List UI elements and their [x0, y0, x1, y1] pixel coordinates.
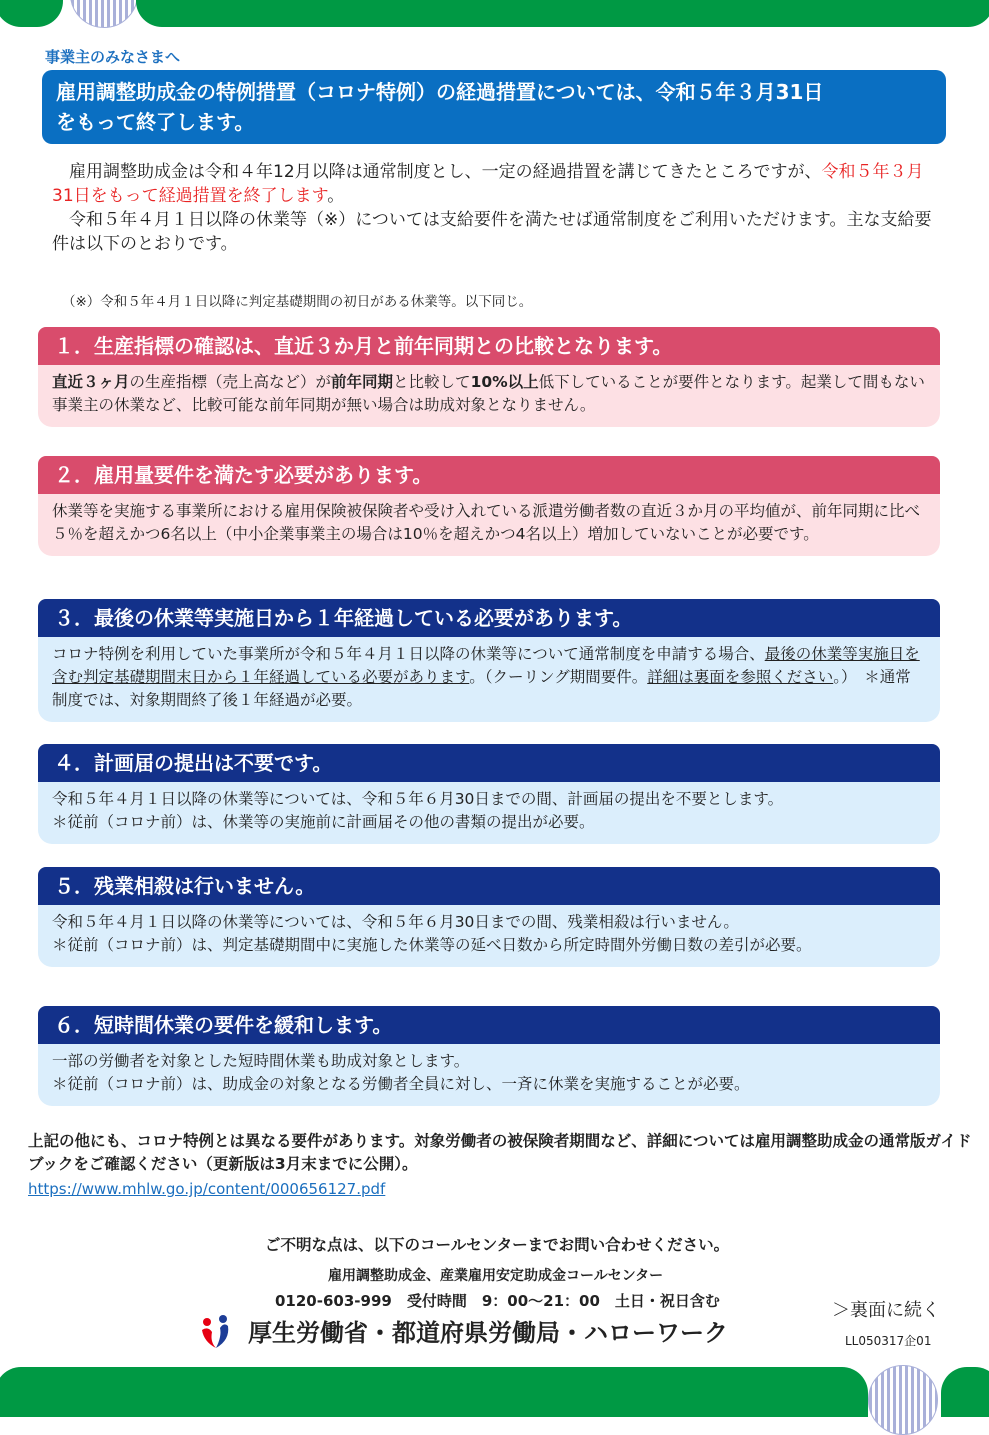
mhlw-logo-icon: [196, 1312, 236, 1352]
top-banner: [136, 0, 989, 27]
headline-line-2: をもって終了します。: [56, 110, 255, 134]
text: 令和５年４月１日以降の休業等については、令和５年６月30日までの間、計画届の提出を不要とします。: [52, 790, 784, 808]
bottom-banner: [0, 1367, 868, 1417]
section-6: [38, 1006, 940, 1106]
text: 。（クーリング期間要件。: [469, 668, 648, 686]
underlined-text: 最後の休業等実施日を含む判定基礎期間末日から１年経過している必要があります: [52, 645, 920, 686]
top-left-tab: [0, 0, 63, 27]
guidebook-link[interactable]: https://www.mhlw.go.jp/content/000656127.pdf: [28, 1180, 386, 1198]
bold-text: 10%以上: [470, 373, 539, 391]
text: ＊従前（コロナ前）は、助成金の対象となる労働者全員に対し、一斉に休業を実施することが必要。: [52, 1075, 750, 1093]
section-4-heading: ４．計画届の提出は不要です。: [38, 744, 940, 782]
text: 低下していることが要件となります。起業して間もない事業主の休業など、比較可能な前年同期が無い場合は助成対象となりません。: [52, 373, 925, 414]
section-2: [38, 456, 940, 556]
end-date-highlight: 令和５年３月31日をもって経過措置を終了します: [52, 162, 924, 206]
text: コロナ特例を利用していた事業所が令和５年４月１日以降の休業等について通常制度を申請する場合、: [52, 645, 765, 663]
bold-text: 直近３ヶ月: [52, 373, 130, 391]
section-2-heading: ２．雇用量要件を満たす必要があります。: [38, 456, 940, 494]
phone-hours: 0120-603-999 受付時間 9：00～21：00 土日・祝日含む: [275, 1292, 720, 1310]
text: と比較して: [393, 373, 471, 391]
document-code: LL050317企01: [845, 1334, 932, 1348]
intro-p1: 雇用調整助成金は令和４年12月以降は通常制度とし、一定の経過措置を講じてきたところですが、: [69, 162, 822, 182]
text: ＊従前（コロナ前）は、判定基礎期間中に実施した休業等の延べ日数から所定時間外労働日数の差引が必要。: [52, 936, 812, 954]
continue-on-back: ＞裏面に続く: [832, 1300, 940, 1321]
bold-text: 前年同期: [331, 373, 394, 391]
inquiry-text: ご不明な点は、以下のコールセンターまでお問い合わせください。: [265, 1236, 730, 1254]
section-6-body: [38, 1044, 940, 1106]
headline-line-1: 雇用調整助成金の特例措置（コロナ特例）の経過措置については、令和５年３月31日: [56, 80, 824, 104]
section-5: [38, 867, 940, 967]
intro-p2: 令和５年４月１日以降の休業等（※）については支給要件を満たせば通常制度をご利用いただけます。主な支給要件は以下のとおりです。: [52, 210, 932, 254]
intro-p1-end: 。: [327, 186, 345, 206]
section-5-heading: ５．残業相殺は行いません。: [38, 867, 940, 905]
text: 。） ＊通常制度では、対象期間終了後１年経過が必要。: [52, 668, 911, 709]
closing-text: 上記の他にも、コロナ特例とは異なる要件があります。対象労働者の被保険者期間など、詳細については雇用調整助成金の通常版ガイドブックをご確認ください（更新版は3月末までに公開）。: [28, 1132, 972, 1173]
section-4: [38, 744, 940, 844]
ministry-name: 厚生労働省・都道府県労働局・ハローワーク: [248, 1319, 728, 1347]
section-5-body: [38, 905, 940, 967]
footnote: （※）令和５年４月１日以降に判定基礎期間の初日がある休業等。以下同じ。: [62, 294, 533, 310]
section-1-body: [38, 365, 940, 427]
text: 令和５年４月１日以降の休業等については、令和５年６月30日までの間、残業相殺は行いません。: [52, 913, 739, 931]
greeting: 事業主のみなさまへ: [45, 48, 181, 66]
bottom-striped-circle: [868, 1365, 938, 1435]
text: 一部の労働者を対象とした短時間休業も助成対象とします。: [52, 1052, 470, 1070]
top-striped-circle: [70, 0, 138, 28]
section-6-heading: ６．短時間休業の要件を緩和します。: [38, 1006, 940, 1044]
bottom-right-tab: [941, 1367, 989, 1417]
call-center-name: 雇用調整助成金、産業雇用安定助成金コールセンター: [328, 1268, 664, 1284]
section-4-body: [38, 782, 940, 844]
section-2-body: 休業等を実施する事業所における雇用保険被保険者や受け入れている派遣労働者数の直近３か月の平均値が、前年同期に比べ５％を超えかつ6名以上（中小企業事業主の場合は10％を超えかつ4名以上）増加していないことが必要です。: [38, 494, 940, 556]
section-3-heading: ３．最後の休業等実施日から１年経過している必要があります。: [38, 599, 940, 637]
section-3-body: [38, 637, 940, 722]
section-3: [38, 599, 940, 722]
intro-text: [52, 160, 942, 256]
section-1: [38, 327, 940, 427]
underlined-text: 詳細は裏面を参照ください: [647, 668, 834, 686]
text: の生産指標（売上高など）が: [129, 373, 332, 391]
text: ＊従前（コロナ前）は、休業等の実施前に計画届その他の書類の提出が必要。: [52, 813, 595, 831]
headline-box: [42, 70, 946, 144]
section-1-heading: １．生産指標の確認は、直近３か月と前年同期との比較となります。: [38, 327, 940, 365]
